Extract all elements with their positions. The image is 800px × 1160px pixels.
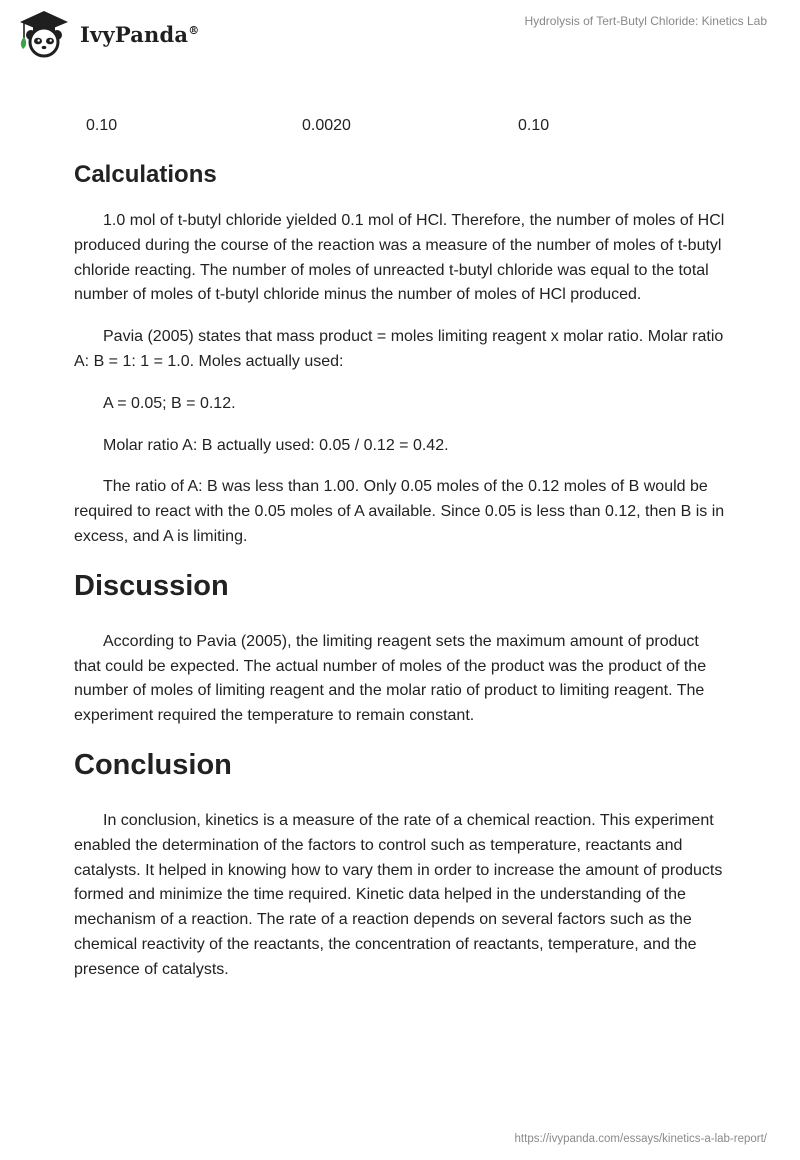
panda-graduate-icon [14,8,72,58]
paragraph: A = 0.05; B = 0.12. [103,394,236,412]
paragraph: According to Pavia (2005), the limiting reagent sets the maximum amount of product that could be expected. The actual number of moles of the product was the product of the number of moles of limiting reagent and the molar ratio of product to limiting reagent. The experiment required the temperature to remain constant. [74,632,707,725]
table-cell: 0.10 [518,117,550,134]
page-header [0,0,800,70]
paragraph: Molar ratio A: B actually used: 0.05 / 0.12 = 0.42. [103,436,449,454]
article-body [74,158,728,1000]
brand-logo[interactable] [14,8,199,58]
table-row [0,115,800,137]
paragraph: The ratio of A: B was less than 1.00. Only 0.05 moles of the 0.12 moles of B would be required to react with the 0.05 moles of A available. Since 0.05 is less than 0.12, then B is in excess, and A is limiting. [74,478,725,545]
document-title: Hydrolysis of Tert-Butyl Chloride: Kinetics Lab [524,14,767,28]
table-cell: 0.10 [86,117,118,134]
table-cell: 0.0020 [302,117,351,134]
paragraph: Pavia (2005) states that mass product = moles limiting reagent x molar ratio. Molar ratio A: B = 1: 1 = 1.0. Moles actually used: [74,328,724,370]
source-url-link[interactable]: https://ivypanda.com/essays/kinetics-a-lab-report/ [514,1133,767,1145]
paragraph: 1.0 mol of t-butyl chloride yielded 0.1 mol of HCl. Therefore, the number of moles of HCl produced during the course of the reaction was a measure of the number of moles of t-butyl chloride reacting. The number of moles of unreacted t-butyl chloride was equal to the total number of moles of t-butyl chloride minus the number of moles of HCl produced. [74,212,725,304]
conclusion-heading: Conclusion [74,748,232,781]
discussion-heading: Discussion [74,569,229,602]
brand-name: IvyPanda® [80,21,200,47]
calculations-heading: Calculations [74,161,217,188]
paragraph: In conclusion, kinetics is a measure of the rate of a chemical reaction. This experiment enabled the determination of the factors to control such as temperature, reactants and catalysts. It helped in knowing how to vary them in order to increase the amount of products formed and minimize the time required. Kinetic data helped in the understanding of the mechanism of a reaction. The rate of a reaction depends on several factors such as the chemical reactivity of the reactants, the concentration of reactants, temperature, and the presence of catalysts. [74,811,723,978]
